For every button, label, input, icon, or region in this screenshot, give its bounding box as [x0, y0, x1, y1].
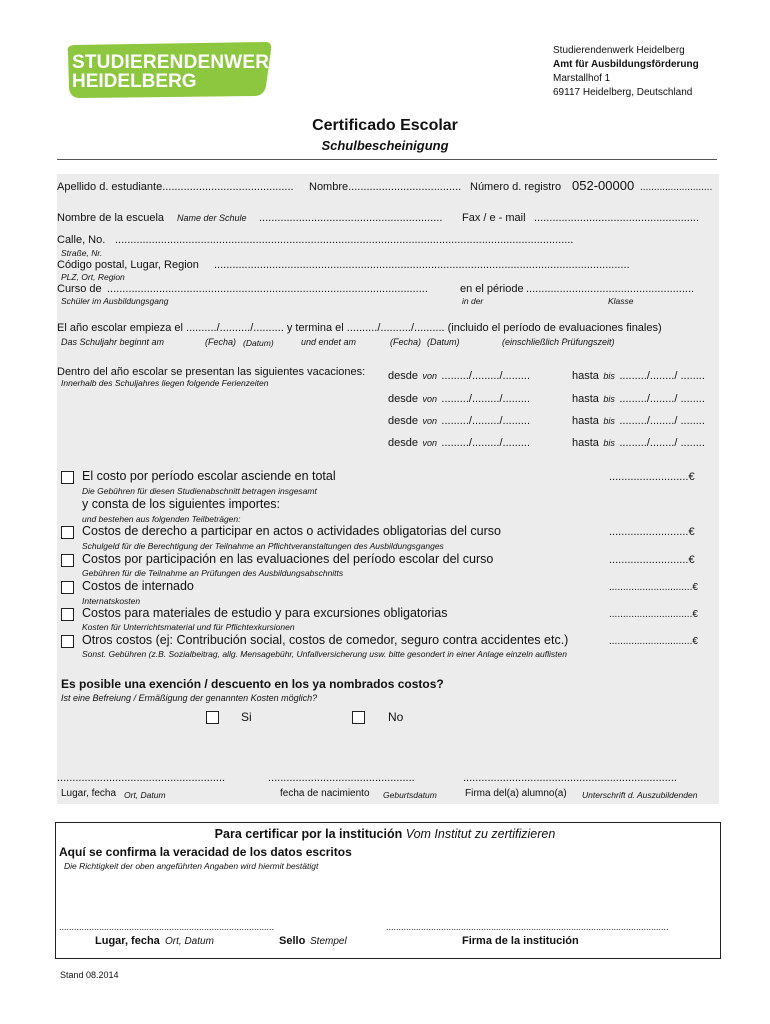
cost-total-amount[interactable]: ..........................€	[609, 471, 695, 483]
hasta-label: hasta	[572, 393, 599, 405]
to-date[interactable]: ........./......../ ........	[619, 415, 705, 427]
institution-seal-label: Sello	[279, 935, 306, 947]
hasta-label: hasta	[572, 437, 599, 449]
birthdate-de: Geburtsdatum	[383, 790, 437, 800]
school-name-label: Nombre de la escuela	[57, 212, 165, 224]
cost-exams-amount[interactable]: ..........................€	[609, 554, 695, 566]
year-de4: und endet am	[301, 337, 357, 347]
to-date[interactable]: ........./......../ ........	[619, 393, 705, 405]
exemption-no-checkbox[interactable]	[352, 711, 365, 724]
logo-line2: HEIDELBERG	[72, 71, 197, 92]
registration-dots: ..........................	[640, 182, 713, 193]
course-field[interactable]: .........................................................................................................	[107, 283, 428, 295]
student-surname[interactable]: Apellido d. estudiante...........................................	[57, 181, 294, 193]
fax-field[interactable]: ......................................................	[534, 212, 700, 224]
holiday-row[interactable]	[388, 366, 530, 384]
school-year-line[interactable]: El año escolar empieza el ........../........../.......... y termina el ........../........../.......... (incluido el período de evaluaciones finales)	[57, 322, 662, 334]
fax-label: Fax / e - mail	[462, 212, 526, 224]
zip-field[interactable]: ........................................................................................................................................	[214, 259, 630, 271]
year-de7: (einschließlich Prüfungszeit)	[502, 337, 615, 347]
place-date-label: Lugar, fecha	[61, 788, 117, 799]
address-line: Marstallhof 1	[553, 73, 611, 84]
holiday-row[interactable]	[388, 411, 530, 429]
year-de3: (Datum)	[243, 338, 274, 348]
street-de: Straße, Nr.	[61, 248, 103, 258]
cost-boarding-amount[interactable]: ..............................€	[609, 582, 698, 593]
cost-exams-de: Gebühren für die Teilnahme an Prüfungen des Ausbildungsabschnitts	[82, 568, 344, 578]
institution-place-de: Ort, Datum	[165, 936, 214, 947]
to-date[interactable]: ........./......../ ........	[619, 437, 705, 449]
cost-participation-amount[interactable]: ..........................€	[609, 526, 695, 538]
bis-label: bis	[603, 371, 615, 381]
institution-seal-de: Stempel	[310, 936, 347, 947]
course-label: Curso de	[57, 283, 102, 295]
cost-participation-checkbox[interactable]	[61, 526, 74, 539]
holiday-row[interactable]	[388, 433, 530, 451]
institution-signature-label: Firma de la institución	[462, 935, 579, 947]
address-line: Amt für Ausbildungsförderung	[553, 59, 699, 70]
cost-other-amount[interactable]: ..............................€	[609, 636, 698, 647]
place-date-field[interactable]: .......................................................	[57, 772, 226, 784]
registration-label: Número d. registro	[470, 181, 562, 193]
holiday-row-to[interactable]	[572, 411, 705, 429]
from-date[interactable]: ........./........./.........	[441, 370, 531, 382]
institution-title-de: Vom Institut zu zertifizieren	[405, 827, 556, 841]
cost-exams-label: Costos por participación en las evaluaciones del período escolar del curso	[82, 552, 494, 566]
year-de5: (Fecha)	[390, 337, 422, 347]
institution-confirm-de: Die Richtigkeit der oben angeführten Angaben wird hiermit bestätigt	[64, 861, 319, 871]
year-de2: (Fecha)	[205, 337, 237, 347]
course-de: Schüler im Ausbildungsgang	[61, 296, 169, 306]
institution-signature-field[interactable]: .................................................................................................................	[386, 922, 669, 932]
from-date[interactable]: ........./........./.........	[441, 415, 531, 427]
birthdate-field[interactable]: ................................................	[268, 772, 415, 784]
desde-label: desde	[388, 393, 418, 405]
school-name-field[interactable]: ............................................................	[259, 212, 443, 224]
von-label: von	[422, 416, 437, 426]
student-name[interactable]: Nombre.....................................	[309, 181, 462, 193]
cost-total-checkbox[interactable]	[61, 471, 74, 484]
holiday-row-to[interactable]	[572, 433, 705, 451]
from-date[interactable]: ........./........./.........	[441, 437, 531, 449]
cost-total-label: El costo por período escolar asciende en total	[82, 469, 336, 483]
bis-label: bis	[603, 416, 615, 426]
from-date[interactable]: ........./........./.........	[441, 393, 531, 405]
street-label: Calle, No.	[57, 234, 106, 246]
cost-other-checkbox[interactable]	[61, 635, 74, 648]
year-de1: Das Schuljahr beginnt am	[61, 337, 165, 347]
von-label: von	[422, 371, 437, 381]
address-block	[553, 44, 699, 100]
in-der-de: in der	[462, 296, 484, 306]
desde-label: desde	[388, 370, 418, 382]
composed-label: y consta de los siguientes importes:	[82, 497, 281, 511]
holiday-row-to[interactable]	[572, 366, 705, 384]
holidays-label: Dentro del año escolar se presentan las siguientes vacaciones:	[57, 366, 366, 378]
place-date-de: Ort, Datum	[124, 790, 166, 800]
hasta-label: hasta	[572, 370, 599, 382]
footer-version: Stand 08.2014	[60, 970, 119, 980]
von-label: von	[422, 438, 437, 448]
cost-other-label: Otros costos (ej: Contribución social, costos de comedor, seguro contra accidentes etc.)	[82, 633, 569, 647]
student-signature-de: Unterschrift d. Auszubildenden	[582, 790, 698, 800]
registration-value[interactable]: 052-00000	[572, 178, 635, 193]
address-line: Studierendenwerk Heidelberg	[553, 45, 685, 56]
logo	[60, 42, 284, 98]
exemption-yes-checkbox[interactable]	[206, 711, 219, 724]
street-field[interactable]: ......................................................................................................................................................	[115, 234, 574, 246]
institution-place-label: Lugar, fecha	[95, 935, 160, 947]
zip-label: Código postal, Lugar, Region	[57, 259, 199, 271]
period-field[interactable]: .......................................................	[526, 283, 695, 295]
year-de6: (Datum)	[427, 337, 460, 347]
cost-materials-amount[interactable]: ..............................€	[609, 609, 698, 620]
logo-line1: STUDIERENDENWERK	[72, 52, 284, 73]
institution-title-es: Para certificar por la institución	[214, 827, 403, 841]
exemption-question: Es posible una exención / descuento en los ya nombrados costos?	[61, 677, 444, 691]
student-signature-field[interactable]: ......................................................................	[463, 772, 677, 784]
exemption-no-label: No	[388, 710, 404, 724]
school-name-de: Name der Schule	[177, 213, 247, 223]
hasta-label: hasta	[572, 415, 599, 427]
page-title: Certificado Escolar	[312, 117, 458, 134]
page-subtitle: Schulbescheinigung	[321, 138, 449, 153]
cost-other-de: Sonst. Gebühren (z.B. Sozialbeitrag, allg. Mensagebühr, Unfallversicherung usw. bitte gesondert in einer Anlage einzeln auflisten	[82, 649, 567, 659]
exemption-yes-label: Si	[241, 710, 252, 724]
student-signature-label: Firma del(a) alumno(a)	[465, 788, 567, 799]
cost-materials-de: Kosten für Unterrichtsmaterial und für Pflichtexkursionen	[82, 622, 295, 632]
to-date[interactable]: ........./......../ ........	[619, 370, 705, 382]
cost-boarding-de: Internatskosten	[82, 596, 141, 606]
desde-label: desde	[388, 415, 418, 427]
von-label: von	[422, 394, 437, 404]
cost-participation-label: Costos de derecho a participar en actos o actividades obligatorias del curso	[82, 524, 501, 538]
cost-boarding-checkbox[interactable]	[61, 581, 74, 594]
institution-place-field[interactable]: ......................................................................................	[59, 922, 275, 932]
holidays-de: Innerhalb des Schuljahres liegen folgende Ferienzeiten	[61, 378, 269, 388]
holiday-row-to[interactable]	[572, 389, 705, 407]
klasse-de: Klasse	[608, 296, 634, 306]
bis-label: bis	[603, 438, 615, 448]
institution-title	[0, 827, 770, 841]
desde-label: desde	[388, 437, 418, 449]
institution-confirm: Aquí se confirma la veracidad de los datos escritos	[59, 845, 352, 859]
title-divider	[57, 159, 717, 160]
cost-exams-checkbox[interactable]	[61, 554, 74, 567]
birthdate-label: fecha de nacimiento	[280, 788, 370, 799]
cost-materials-checkbox[interactable]	[61, 608, 74, 621]
holiday-row[interactable]	[388, 389, 530, 407]
cost-participation-de: Schulgeld für die Berechtigung der Teilnahme an Pflichtveranstaltungen des Ausbildungsganges	[82, 541, 444, 551]
exemption-question-de: Ist eine Befreiung / Ermäßigung der genannten Kosten möglich?	[61, 693, 318, 703]
cost-total-de: Die Gebühren für diesen Studienabschnitt betragen insgesamt	[82, 486, 317, 496]
composed-de: und bestehen aus folgenden Teilbeträgen:	[82, 514, 241, 524]
bis-label: bis	[603, 394, 615, 404]
zip-de: PLZ, Ort, Region	[61, 272, 125, 282]
cost-boarding-label: Costos de internado	[82, 579, 194, 593]
address-line: 69117 Heidelberg, Deutschland	[553, 87, 693, 98]
period-label: en el période	[460, 283, 524, 295]
cost-materials-label: Costos para materiales de estudio y para excursiones obligatorias	[82, 606, 448, 620]
